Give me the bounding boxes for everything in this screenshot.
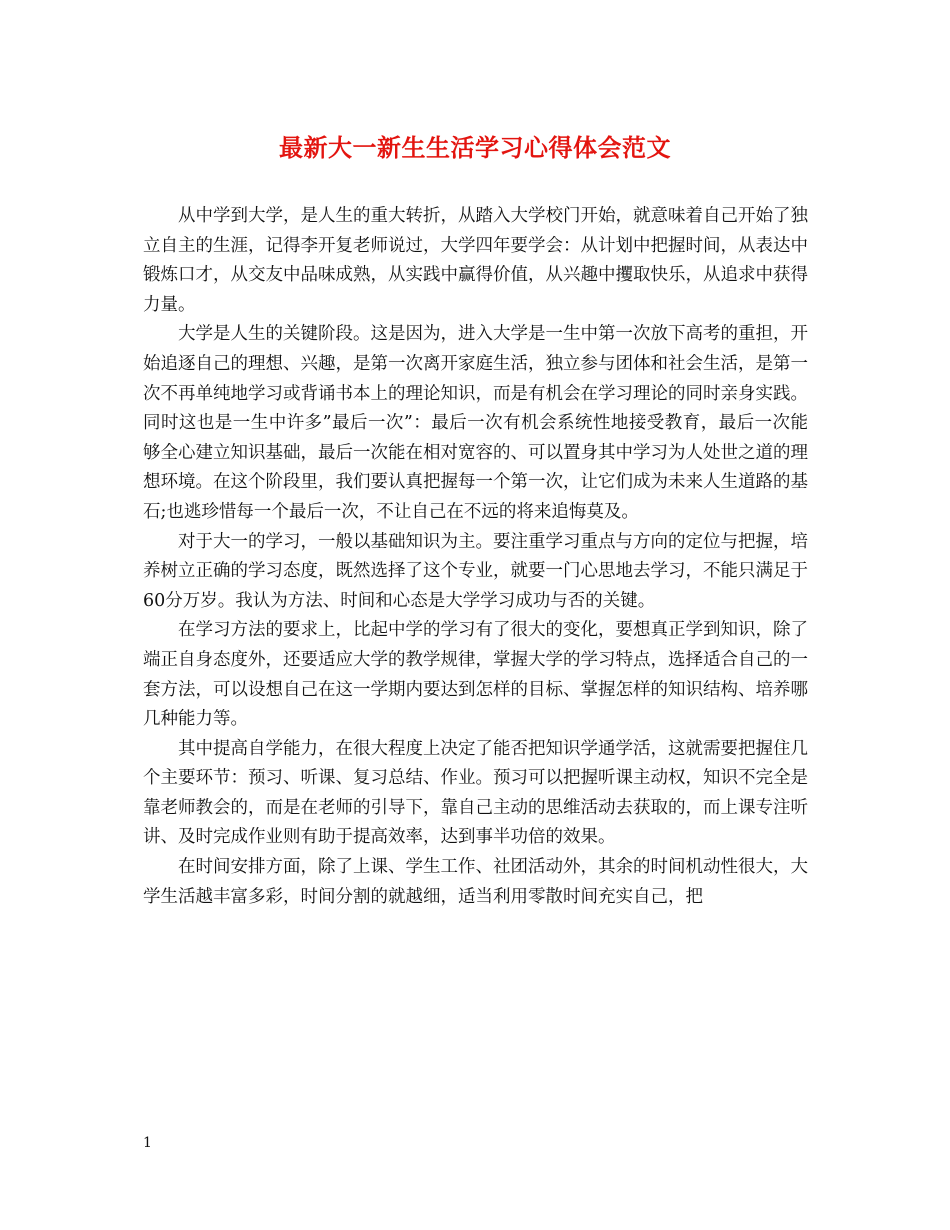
paragraph: 在学习方法的要求上，比起中学的学习有了很大的变化，要想真正学到知识，除了端正自身态度外，还要适应大学的教学规律，掌握大学的学习特点，选择适合自己的一套方法，可以设想自己在这一学期内要达到怎样的目标、掌握怎样的知识结构、培养哪几种能力等。 <box>143 620 808 730</box>
document-title: 最新大一新生生活学习心得体会范文 <box>279 133 671 162</box>
document-body <box>143 202 808 912</box>
paragraph: 对于大一的学习，一般以基础知识为主。要注重学习重点与方向的定位与把握，培养树立正确的学习态度，既然选择了这个专业，就要一门心思地去学习，不能只满足于60分万岁。我认为方法、时间和心态是大学学习成功与否的关键。 <box>143 531 808 611</box>
page-number: 1 <box>143 1135 152 1151</box>
paragraph: 从中学到大学，是人生的重大转折，从踏入大学校门开始，就意味着自己开始了独立自主的生涯，记得李开复老师说过，大学四年要学会：从计划中把握时间，从表达中锻炼口才，从交友中品味成熟，从实践中赢得价值，从兴趣中攫取快乐，从追求中获得力量。 <box>143 206 808 315</box>
paragraph: 大学是人生的关键阶段。这是因为，进入大学是一生中第一次放下高考的重担，开始追逐自己的理想、兴趣，是第一次离开家庭生活，独立参与团体和社会生活，是第一次不再单纯地学习或背诵书本上的理论知识，而是有机会在学习理论的同时亲身实践。同时这也是一生中许多”最后一次”：最后一次有机会系统性地接受教育，最后一次能够全心建立知识基础，最后一次能在相对宽容的、可以置身其中学习为人处世之道的理想环境。在这个阶段里，我们要认真把握每一个第一次，让它们成为未来人生道路的基石;也逃珍惜每一个最后一次，不让自己在不远的将来追悔莫及。 <box>143 324 808 522</box>
paragraph: 其中提高自学能力，在很大程度上决定了能否把知识学通学活，这就需要把握住几个主要环节：预习、听课、复习总结、作业。预习可以把握听课主动权，知识不完全是靠老师教会的，而是在老师的引导下，靠自己主动的思维活动去获取的，而上课专注听讲、及时完成作业则有助于提高效率，达到事半功倍的效果。 <box>143 738 808 848</box>
paragraph: 在时间安排方面，除了上课、学生工作、社团活动外，其余的时间机动性很大，大学生活越丰富多彩，时间分割的就越细，适当利用零散时间充实自己，把 <box>143 857 808 907</box>
